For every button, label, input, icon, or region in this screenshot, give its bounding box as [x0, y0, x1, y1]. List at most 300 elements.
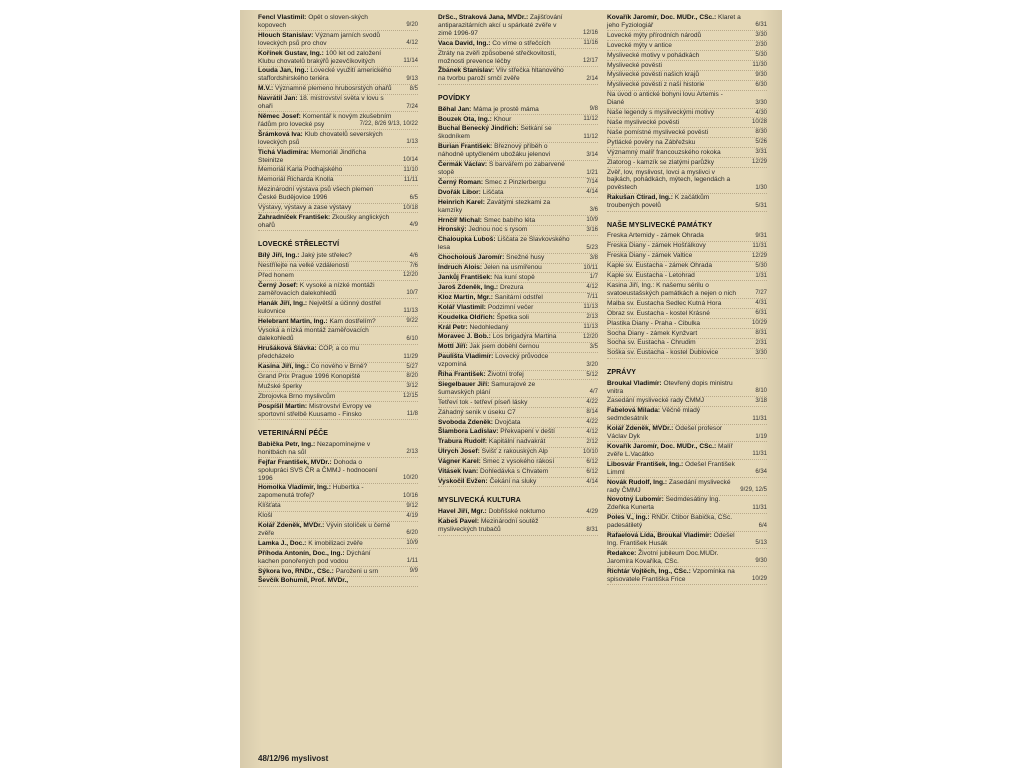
index-entry: [438, 189, 598, 198]
index-entry: [438, 518, 598, 535]
index-entry: [607, 139, 767, 148]
page-reference: 1/31: [755, 272, 767, 279]
page-reference: 8/31: [586, 526, 598, 533]
article-title: Freska Diany - zámek Valtice: [607, 252, 693, 260]
author-name: Rakušan Ctirad, Ing.:: [607, 194, 675, 202]
article-title: Věčně mladý sedmdesátník: [607, 407, 701, 423]
author-name: Král Petr:: [438, 323, 470, 331]
index-entry: [258, 345, 418, 362]
page-reference: 3/5: [589, 343, 598, 350]
page-reference: 3/6: [589, 207, 598, 214]
article-title: Memoriál Karla Podhajského: [258, 166, 343, 174]
page-reference: 5/27: [406, 363, 418, 370]
author-name: Jankůj František:: [438, 273, 495, 281]
page-reference: 11/8: [406, 411, 418, 418]
article-title: Zasedání myslivecké rady ČMMJ: [607, 397, 705, 405]
article-title: Na kuní stopě: [494, 273, 535, 281]
article-title: Myslivecké pověsti z naší historie: [607, 81, 705, 89]
index-entry: [438, 304, 598, 313]
index-entry: [258, 373, 418, 382]
article-title: Otevřený dopis ministru vnitra: [607, 379, 733, 395]
author-name: Hrnčíř Michal:: [438, 216, 484, 224]
author-name: Ulrych Josef:: [438, 448, 482, 456]
index-entry: [258, 441, 418, 458]
index-entry: [258, 67, 418, 84]
page-reference: 6/34: [755, 469, 767, 476]
index-entry: [607, 62, 767, 71]
page-reference: 5/30: [755, 52, 767, 59]
article-title: Liščata ze Slavkovského lesa: [438, 236, 570, 252]
index-entry: [607, 14, 767, 31]
page-reference: 12/29: [751, 159, 767, 166]
page-reference: 3/8: [589, 254, 598, 261]
article-title: Významné plemeno hrubosrstých ohařů: [274, 85, 392, 93]
index-entry: [438, 217, 598, 226]
page-reference: 11/16: [583, 40, 598, 47]
page-reference: 2/30: [755, 42, 767, 49]
section-heading: MYSLIVECKÁ KULTURA: [438, 497, 521, 505]
index-entry: [258, 383, 418, 392]
page-reference: 9/29, 12/5: [740, 487, 767, 493]
article-title: 18. mistrovství světa v lovu s ohaři: [258, 95, 384, 111]
page-reference: 4/19: [406, 512, 418, 519]
page-reference: 11/30: [752, 62, 767, 69]
article-title: Ztráty na zvěři způsobené střečkovitostí, možnosti prevence léčby: [438, 49, 557, 65]
article-title: Setkání se škodníkem: [438, 125, 552, 141]
index-entry: [438, 333, 598, 342]
page-reference: 9/30: [755, 71, 767, 78]
index-entry: [438, 274, 598, 283]
author-name: Příhoda Antonín, Doc., Ing.:: [258, 549, 347, 557]
index-entry: [438, 314, 598, 323]
article-title: Máma je prostě máma: [473, 105, 539, 113]
index-entry: [258, 85, 418, 94]
author-name: Kovařík Jaromír, Doc. MUDr., CSc.:: [607, 442, 719, 450]
article-title: Klub chovatelů severských loveckých psů: [258, 130, 383, 146]
article-title: S barvářem po zabarvené stopě: [438, 161, 565, 176]
page-reference: 3/18: [755, 397, 767, 404]
author-name: Homolka Vladimír, Ing.:: [258, 484, 333, 492]
index-entry: [438, 143, 598, 160]
page-reference: 2/12: [586, 438, 598, 445]
article-title: Co víme o střečcích: [492, 39, 551, 47]
index-entry: [607, 91, 767, 108]
article-title: Malíř zvěře L.Vacátko: [607, 442, 733, 458]
section-heading: POVÍDKY: [438, 94, 471, 102]
author-name: Kolář Zdeněk, MVDr.:: [607, 425, 676, 433]
index-entry: [258, 149, 418, 166]
author-name: Indruch Alois:: [438, 264, 484, 272]
index-entry: [607, 272, 767, 281]
article-title: Vysoká a nízká montáž zaměřovacích dalekohledů: [258, 327, 369, 343]
page-reference: 7/22, 8/26 9/13, 10/22: [359, 121, 418, 128]
index-entry: [607, 380, 767, 397]
author-name: Paulišta Vladimír:: [438, 353, 496, 361]
page-reference: 11/12: [583, 133, 598, 140]
article-title: Vývin stolíček u černé zvěře: [258, 522, 391, 537]
page-reference: 6/4: [758, 522, 767, 529]
author-name: Šlambora Ladislav:: [438, 428, 501, 436]
index-entry: [607, 550, 767, 567]
page-reference: 11/29: [403, 353, 418, 360]
page-reference: 7/24: [406, 103, 418, 110]
article-title: Komentář k novým zkušebním řádům pro lovecké psy: [258, 112, 392, 128]
author-name: Fencl Vlastimil:: [258, 14, 309, 21]
page-reference: 8/31: [755, 330, 767, 336]
article-title: Zvěř, lov, myslivost, lovci a myslivci v bajkách, pohádkách, mýtech, legendách a pověstech: [607, 168, 731, 192]
page-reference: 7/14: [586, 179, 598, 186]
article-title: Sanitární odstřel: [494, 293, 543, 301]
page-reference: 1/21: [586, 169, 598, 176]
author-name: Bouzek Ota, Ing.:: [438, 115, 494, 123]
article-title: Odešel Ing. František Husák: [607, 532, 735, 547]
article-title: Snežné husy: [506, 254, 545, 262]
author-name: Jaroš Zdeněk, Ing.:: [438, 283, 500, 291]
page-reference: 6/20: [406, 530, 418, 537]
author-name: Hronský:: [438, 226, 469, 234]
article-title: Dobřišské noktumo: [488, 508, 546, 516]
author-name: Čermák Václav:: [438, 161, 489, 169]
author-name: Redakce:: [607, 549, 639, 557]
article-title: Malba sv. Eustacha Sedlec Kutná Hora: [607, 299, 722, 307]
author-name: M.V.:: [258, 85, 275, 93]
author-name: Vitásek Ivan:: [438, 468, 481, 476]
article-title: Nezapomínejme v honitbách na sůl: [258, 440, 371, 456]
page-reference: 6/12: [586, 468, 598, 475]
author-name: Sýkora Ivo, RNDr., CSc.:: [258, 567, 336, 575]
article-title: Socha sv. Eustacha - Chrudim: [607, 339, 696, 347]
article-title: Kaple sv. Eustacha - Letohrad: [607, 272, 695, 280]
index-entry: [438, 458, 598, 467]
article-title: Myslivecké pověsti našich krajů: [607, 71, 699, 79]
article-title: Nedohledaný: [469, 323, 509, 331]
page-reference: 4/22: [586, 419, 598, 426]
page-reference: 11/13: [583, 324, 598, 330]
section-heading: NAŠE MYSLIVECKÉ PAMÁTKY: [607, 221, 713, 229]
index-entry: [438, 161, 598, 178]
index-entry: [438, 116, 598, 125]
page-reference: 10/20: [402, 475, 418, 481]
index-entry: [438, 478, 598, 487]
article-title: Zlatorog - kamzík se zlatými parůžky: [607, 158, 714, 166]
index-entry: [438, 226, 598, 235]
index-entry: [438, 353, 598, 370]
page-reference: 5/26: [755, 139, 767, 146]
index-entry: [607, 129, 767, 138]
article-title: Lovecké mýty v antice: [607, 41, 672, 49]
index-entry: [438, 508, 598, 517]
page-reference: 10/18: [402, 204, 418, 211]
author-name: Dvořák Libor:: [438, 188, 483, 196]
author-name: Žbánek Stanislav:: [438, 67, 496, 75]
author-name: Helebrant Martin, Ing.:: [258, 317, 330, 325]
article-title: Odešel František Limml: [607, 460, 735, 476]
column-1: [258, 14, 418, 587]
author-name: DrSc., Straková Jana, MVDr.:: [438, 14, 530, 21]
page-reference: 9/22: [406, 318, 418, 324]
page-reference: 10/7: [406, 290, 418, 297]
page-reference: 7/11: [586, 294, 598, 301]
index-entry: [438, 199, 598, 216]
article-title: Špetka soli: [496, 313, 529, 321]
article-title: Lovecké využití amerického staffordshirského teriéra: [258, 67, 392, 83]
article-title: Pytlácké pověry na Zábřežsku: [607, 138, 696, 146]
index-entry: [258, 50, 418, 67]
author-name: Lamka J., Doc.:: [258, 539, 309, 547]
author-name: Pospíšil Martin:: [258, 402, 309, 410]
article-title: Životní jubileum Doc.MUDr. Jaromíra Kovaříka, CSc.: [607, 549, 719, 565]
article-title: Lovecké mýty přírodních národů: [607, 31, 702, 39]
index-entry: [438, 284, 598, 293]
author-name: Černý Roman:: [438, 178, 485, 186]
article-title: Klaret a jeho Fyziologiář: [607, 14, 741, 29]
page-reference: 4/29: [586, 508, 598, 515]
index-entry: [607, 425, 767, 442]
index-entry: [607, 252, 767, 261]
page-reference: 5/13: [755, 540, 767, 547]
index-entry: [607, 119, 767, 128]
article-title: Klíšťata: [258, 502, 281, 510]
article-title: Myslivecké motivy v pohádkách: [607, 51, 700, 59]
index-entry: [607, 32, 767, 41]
index-entry: [258, 272, 418, 281]
index-entry: [607, 52, 767, 61]
article-title: Zajišťování antiparazitárních akcí u spárkaté zvěře v zimě 1996-97: [438, 14, 563, 37]
author-name: Běhal Jan:: [438, 105, 474, 113]
article-title: K imobilizaci zvěře: [308, 539, 363, 547]
index-entry: [258, 568, 418, 577]
column-3: [607, 14, 767, 585]
index-entry: [438, 381, 598, 398]
article-title: Význam jarních svodů loveckých psů pro chov: [258, 31, 381, 47]
article-title: Největší a účinný dostřel kulovnice: [258, 299, 381, 315]
index-entry: [258, 262, 418, 271]
page-reference: 10/11: [583, 264, 598, 271]
page-reference: 4/22: [586, 399, 598, 406]
column-2: [438, 14, 598, 536]
page-reference: 8/20: [406, 373, 418, 380]
page-reference: 10/9: [406, 540, 418, 547]
index-entry: [258, 186, 418, 203]
article-title: K vysoké a nízké montáži zaměřovacích dalekohledů: [258, 281, 375, 297]
page-reference: 3/20: [586, 361, 598, 368]
article-title: Podzimní večer: [487, 303, 534, 311]
author-name: Buchal Benecký Jindřich:: [438, 125, 521, 133]
page-reference: 10/10: [582, 448, 598, 455]
page-reference: 11/11: [403, 176, 418, 183]
page-reference: 6/30: [755, 81, 767, 88]
author-name: Trabura Rudolf:: [438, 438, 489, 446]
article-title: Zavátými stezkami za kamzíky: [438, 198, 551, 214]
page-reference: 4/12: [406, 40, 418, 47]
page-reference: 4/30: [755, 109, 767, 116]
author-name: Burian František:: [438, 143, 495, 151]
author-name: Siegelbauer Jiří:: [438, 380, 492, 388]
article-title: Překvapení v deští: [500, 428, 555, 436]
article-title: Dohoda o spolupráci SVS ČR a ČMMJ - hodnocení 1996: [258, 458, 378, 482]
index-entry: [607, 461, 767, 478]
index-entry: [438, 236, 598, 253]
article-title: Klošl: [258, 512, 273, 520]
article-title: Smec z Pinzlerbergu: [484, 178, 546, 186]
article-title: Na úvod o antické bohyni lovu Artemis - Diané: [607, 91, 723, 107]
article-title: Jak jsem doběhl černou: [469, 343, 540, 351]
index-entry: [258, 282, 418, 299]
index-entry: [438, 343, 598, 352]
article-title: Jaký jste střelec?: [301, 252, 352, 260]
page-reference: 12/29: [751, 252, 767, 259]
author-name: Kasina Jiří, Ing.:: [258, 363, 311, 371]
article-title: Plastika Diany - Praha - Cibulka: [607, 319, 701, 327]
article-title: Odešel profesor Václav Dyk: [607, 425, 723, 441]
article-title: Co nového v Brně?: [310, 363, 368, 371]
article-title: Opět o sloven-ských kopovech: [258, 14, 368, 29]
article-title: Kapitální nadvakrát: [488, 438, 546, 446]
page-reference: 6/5: [409, 194, 418, 201]
index-entry: [258, 214, 418, 231]
article-title: Socha Diany - zámek Kynžvart: [607, 329, 698, 337]
index-entry: [607, 42, 767, 51]
index-entry: [258, 252, 418, 261]
index-entry: [438, 409, 598, 418]
page-reference: 12/20: [582, 333, 598, 340]
article-title: Smec babího léta: [483, 216, 536, 224]
page-reference: 9/9: [409, 568, 418, 575]
index-entry: [438, 125, 598, 142]
author-name: Kolář Zdeněk, MVDr.:: [258, 522, 327, 530]
page-reference: 6/31: [755, 310, 767, 317]
index-entry: [438, 264, 598, 273]
article-title: Zasedání myslivecké rady ČMMJ: [607, 478, 731, 494]
page-reference: 10/16: [402, 492, 418, 499]
magazine-page: [240, 10, 782, 768]
page-reference: 10/9: [586, 217, 598, 224]
index-entry: [438, 254, 598, 263]
page-reference: 10/28: [751, 119, 767, 126]
page-reference: 4/9: [409, 222, 418, 229]
index-entry: [258, 393, 418, 402]
article-title: K začátkům troubených povelů: [607, 194, 710, 210]
article-title: Životní trofej: [487, 371, 524, 379]
index-entry: [607, 514, 767, 531]
index-entry: [438, 448, 598, 457]
article-title: Vzpomínka na spisovatele Františka Frice: [607, 567, 735, 583]
page-reference: 3/30: [755, 99, 767, 106]
page-reference: 11/14: [403, 58, 418, 65]
article-title: Naše pomístné myslivecké pověsti: [607, 128, 709, 136]
index-entry: [438, 14, 598, 39]
page-reference: 4/14: [586, 189, 598, 196]
index-entry: [258, 32, 418, 49]
article-title: 100 let od založení Klubu chovatelů brakýřů jezevčíkovitých: [258, 49, 382, 65]
article-title: Memoriál Jindřicha Steinitze: [258, 148, 366, 164]
page-reference: 7/27: [755, 290, 767, 297]
article-title: Dýchání kachen ponořených pod vodou: [258, 549, 371, 565]
page-reference: 2/13: [586, 314, 598, 321]
article-title: Kaple sv. Eustacha - zámek Ohrada: [607, 262, 713, 270]
author-name: Šrámková Iva:: [258, 130, 305, 138]
author-name: Kovařík Jaromír, Doc. MUDr., CSc.:: [607, 14, 719, 21]
index-entry: [258, 363, 418, 372]
index-entry: [258, 540, 418, 549]
index-entry: [258, 204, 418, 213]
article-title: Jednou noc s rysom: [468, 226, 528, 234]
page-reference: 3/30: [755, 32, 767, 39]
article-title: Zkoušky anglických ohařů: [258, 213, 390, 229]
index-entry: [438, 40, 598, 49]
author-name: Koudelka Oldřich:: [438, 313, 497, 321]
article-title: Jelen na usmířenou: [483, 264, 542, 272]
page-reference: 3/16: [586, 226, 598, 233]
index-entry: [607, 310, 767, 319]
page-reference: 4/31: [755, 300, 767, 307]
author-name: Poles V., Ing.:: [607, 514, 652, 522]
article-title: Lovecký průvodce vzpomíná: [438, 353, 549, 369]
index-entry: [258, 176, 418, 185]
index-entry: [607, 568, 767, 585]
author-name: Říha František:: [438, 371, 488, 379]
index-entry: [607, 149, 767, 158]
index-entry: [607, 300, 767, 309]
index-entry: [258, 522, 418, 539]
page-reference: 9/8: [589, 106, 598, 113]
index-entry: [607, 159, 767, 168]
page-reference: 6/31: [755, 22, 767, 29]
page-reference: 8/5: [409, 85, 418, 92]
page-reference: 3/14: [586, 151, 598, 158]
author-name: Kabeš Pavel:: [438, 518, 481, 526]
page-reference: 5/23: [586, 244, 598, 251]
article-title: Nestřílejte na velké vzdálenosti: [258, 262, 349, 270]
author-name: Novotný Lubomír:: [607, 496, 666, 504]
author-name: Louda Jan, Ing.:: [258, 67, 311, 75]
article-title: Grand Prix Prague 1996 Konopiště: [258, 372, 361, 380]
page-reference: 9/12: [406, 502, 418, 509]
section-heading: VETERINÁRNÍ PÉČE: [258, 429, 329, 437]
author-name: Kolář Vlastimil:: [438, 303, 488, 311]
page-reference: 5/31: [755, 202, 767, 209]
author-name: Chocholouš Jaromír:: [438, 254, 507, 262]
article-title: Naše legendy s mysliveckými motivy: [607, 109, 714, 117]
index-entry: [607, 532, 767, 549]
author-name: Bílý Jiří, Ing.:: [258, 252, 302, 260]
index-entry: [258, 113, 418, 130]
page-footer: 48/12/96 myslivost: [258, 754, 329, 763]
index-entry: [438, 324, 598, 333]
page-reference: 3/30: [755, 349, 767, 356]
index-entry: [258, 327, 418, 344]
page-reference: 5/30: [755, 262, 767, 269]
index-entry: [258, 577, 418, 586]
page-reference: 8/14: [586, 409, 598, 416]
article-title: Drezura: [499, 283, 524, 291]
article-title: Naše myslivecké pověsti: [607, 118, 680, 126]
index-entry: [258, 484, 418, 501]
page-reference: 10/29: [751, 320, 767, 327]
page-reference: 11/10: [403, 166, 418, 173]
article-title: Vliv střečka hltanového na tvorbu paroží srnčí zvěře: [438, 67, 564, 83]
index-entry: [438, 67, 598, 84]
index-entry: [607, 282, 767, 299]
author-name: Hlouch Stanislav:: [258, 31, 316, 39]
article-title: Smec z vysokého rákosí: [482, 458, 555, 466]
author-name: Kloz Martin, Mgr.:: [438, 293, 495, 301]
index-entry: [438, 50, 598, 67]
page-reference: 2/14: [586, 75, 598, 82]
index-entry: [607, 81, 767, 90]
index-entry: [607, 232, 767, 241]
page-reference: 10/29: [751, 576, 767, 583]
